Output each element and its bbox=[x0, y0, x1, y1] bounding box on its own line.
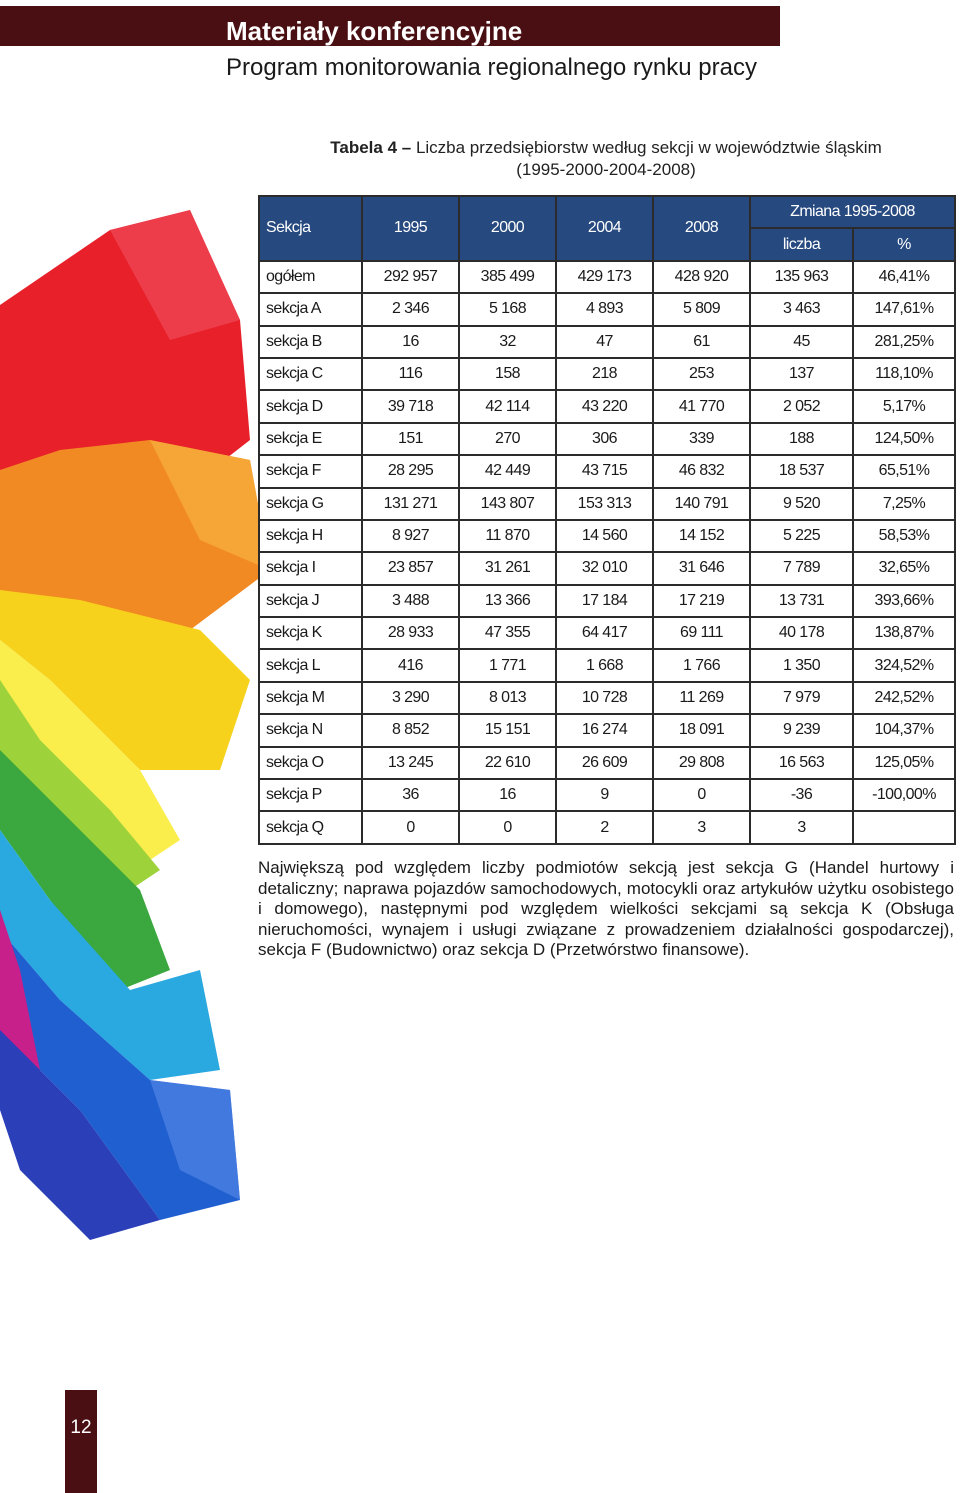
table-cell: 4 893 bbox=[556, 293, 653, 325]
table-cell: 218 bbox=[556, 358, 653, 390]
row-label: sekcja B bbox=[259, 326, 362, 358]
decorative-color-prisms bbox=[0, 210, 270, 1240]
table-row bbox=[259, 779, 955, 811]
table-cell: 28 295 bbox=[362, 455, 459, 487]
header-sekcja: Sekcja bbox=[259, 196, 362, 261]
table-cell: 23 857 bbox=[362, 552, 459, 584]
row-label: sekcja H bbox=[259, 520, 362, 552]
table-cell: 42 114 bbox=[459, 390, 556, 422]
table-cell: 16 563 bbox=[750, 747, 853, 779]
table-cell: 138,87% bbox=[853, 617, 955, 649]
table-cell: 14 152 bbox=[653, 520, 750, 552]
header-liczba: liczba bbox=[750, 228, 853, 260]
table-cell: 10 728 bbox=[556, 682, 653, 714]
table-cell: 151 bbox=[362, 423, 459, 455]
table-cell: 16 bbox=[459, 779, 556, 811]
table-row bbox=[259, 261, 955, 293]
row-label: sekcja C bbox=[259, 358, 362, 390]
table-cell: 147,61% bbox=[853, 293, 955, 325]
table-cell: 153 313 bbox=[556, 488, 653, 520]
table-cell: 140 791 bbox=[653, 488, 750, 520]
table-row bbox=[259, 682, 955, 714]
header-percent: % bbox=[853, 228, 955, 260]
table-cell: 1 766 bbox=[653, 649, 750, 681]
row-label: sekcja D bbox=[259, 390, 362, 422]
body-paragraph: Największą pod względem liczby podmiotów sekcją jest sekcja G (Handel hurtowy i detaliczny; naprawa pojazdów samochodowych, motocykli oraz artykułów użytku osobistego i domowego), następnymi pod względem wielkości sekcjami są sekcja K (Obsługa nieruchomości, wynajem i usługi związane z prowadzeniem działalności gospodarczej), sekcja F (Budownictwo) oraz sekcja D (Przetwórstwo finansowe). bbox=[258, 858, 954, 959]
header-title: Materiały konferencyjne bbox=[226, 16, 523, 46]
table-cell: 7 979 bbox=[750, 682, 853, 714]
table-cell: 61 bbox=[653, 326, 750, 358]
table-cell: 14 560 bbox=[556, 520, 653, 552]
table-cell: 9 520 bbox=[750, 488, 853, 520]
table-row bbox=[259, 293, 955, 325]
header-2008: 2008 bbox=[653, 196, 750, 261]
table-cell: 1 771 bbox=[459, 649, 556, 681]
table-cell: 47 355 bbox=[459, 617, 556, 649]
header-1995: 1995 bbox=[362, 196, 459, 261]
table-cell: 42 449 bbox=[459, 455, 556, 487]
table-cell: 324,52% bbox=[853, 649, 955, 681]
header-bar bbox=[0, 6, 780, 46]
table-cell: -36 bbox=[750, 779, 853, 811]
table-cell: 22 610 bbox=[459, 747, 556, 779]
table-cell: 64 417 bbox=[556, 617, 653, 649]
table-cell: 188 bbox=[750, 423, 853, 455]
table-row bbox=[259, 649, 955, 681]
table-cell: 45 bbox=[750, 326, 853, 358]
table-cell: 16 bbox=[362, 326, 459, 358]
caption-label: Tabela 4 – bbox=[330, 138, 412, 157]
table-cell: 28 933 bbox=[362, 617, 459, 649]
table-cell: 18 091 bbox=[653, 714, 750, 746]
table-cell bbox=[853, 811, 955, 843]
table-cell: 3 463 bbox=[750, 293, 853, 325]
table-cell: 43 715 bbox=[556, 455, 653, 487]
table-caption bbox=[258, 137, 954, 181]
table-row bbox=[259, 747, 955, 779]
table-body bbox=[259, 261, 955, 844]
table-cell: 8 852 bbox=[362, 714, 459, 746]
header-2000: 2000 bbox=[459, 196, 556, 261]
enterprise-table bbox=[258, 195, 956, 845]
table-cell: 15 151 bbox=[459, 714, 556, 746]
row-label: sekcja J bbox=[259, 585, 362, 617]
table-cell: 11 269 bbox=[653, 682, 750, 714]
row-label: sekcja N bbox=[259, 714, 362, 746]
table-cell: 13 731 bbox=[750, 585, 853, 617]
table-cell: 385 499 bbox=[459, 261, 556, 293]
table-cell: 116 bbox=[362, 358, 459, 390]
table-cell: 242,52% bbox=[853, 682, 955, 714]
table-cell: 29 808 bbox=[653, 747, 750, 779]
table-cell: 39 718 bbox=[362, 390, 459, 422]
row-label: sekcja P bbox=[259, 779, 362, 811]
table-cell: 3 290 bbox=[362, 682, 459, 714]
table-row bbox=[259, 423, 955, 455]
table-cell: 281,25% bbox=[853, 326, 955, 358]
table-cell: 41 770 bbox=[653, 390, 750, 422]
row-label: sekcja M bbox=[259, 682, 362, 714]
table-row bbox=[259, 617, 955, 649]
table-row bbox=[259, 811, 955, 843]
table-cell: 26 609 bbox=[556, 747, 653, 779]
table-row bbox=[259, 488, 955, 520]
table-cell: 3 488 bbox=[362, 585, 459, 617]
table-cell: 31 261 bbox=[459, 552, 556, 584]
table-cell: 131 271 bbox=[362, 488, 459, 520]
table-cell: 124,50% bbox=[853, 423, 955, 455]
table-cell: 339 bbox=[653, 423, 750, 455]
page-number: 12 bbox=[70, 1417, 92, 1438]
table-cell: 36 bbox=[362, 779, 459, 811]
table-cell: 17 219 bbox=[653, 585, 750, 617]
table-cell: 118,10% bbox=[853, 358, 955, 390]
table-cell: 47 bbox=[556, 326, 653, 358]
table-cell: 65,51% bbox=[853, 455, 955, 487]
table-cell: 5,17% bbox=[853, 390, 955, 422]
table-cell: 46,41% bbox=[853, 261, 955, 293]
table-cell: 135 963 bbox=[750, 261, 853, 293]
table-cell: 5 225 bbox=[750, 520, 853, 552]
header-zmiana: Zmiana 1995-2008 bbox=[750, 196, 955, 228]
table-cell: 306 bbox=[556, 423, 653, 455]
table-row bbox=[259, 585, 955, 617]
row-label: sekcja L bbox=[259, 649, 362, 681]
table-cell: 13 366 bbox=[459, 585, 556, 617]
table-cell: 32,65% bbox=[853, 552, 955, 584]
table-cell: 253 bbox=[653, 358, 750, 390]
row-label: sekcja G bbox=[259, 488, 362, 520]
table-cell: 31 646 bbox=[653, 552, 750, 584]
table-row bbox=[259, 520, 955, 552]
row-label: sekcja K bbox=[259, 617, 362, 649]
table-cell: 17 184 bbox=[556, 585, 653, 617]
row-label: sekcja A bbox=[259, 293, 362, 325]
table-cell: 7 789 bbox=[750, 552, 853, 584]
table-cell: 393,66% bbox=[853, 585, 955, 617]
table-cell: 143 807 bbox=[459, 488, 556, 520]
row-label: sekcja E bbox=[259, 423, 362, 455]
header-2004: 2004 bbox=[556, 196, 653, 261]
table-cell: 137 bbox=[750, 358, 853, 390]
row-label: sekcja I bbox=[259, 552, 362, 584]
table-cell: 32 010 bbox=[556, 552, 653, 584]
table-cell: 429 173 bbox=[556, 261, 653, 293]
table-cell: 0 bbox=[653, 779, 750, 811]
table-cell: 7,25% bbox=[853, 488, 955, 520]
table-row bbox=[259, 390, 955, 422]
table-cell: 8 013 bbox=[459, 682, 556, 714]
table-row bbox=[259, 326, 955, 358]
table-row bbox=[259, 552, 955, 584]
table-cell: 416 bbox=[362, 649, 459, 681]
table-cell: 125,05% bbox=[853, 747, 955, 779]
table-cell: 2 346 bbox=[362, 293, 459, 325]
table-cell: 13 245 bbox=[362, 747, 459, 779]
row-label: ogółem bbox=[259, 261, 362, 293]
table-cell: 11 870 bbox=[459, 520, 556, 552]
table-cell: 16 274 bbox=[556, 714, 653, 746]
table-cell: 32 bbox=[459, 326, 556, 358]
table-row bbox=[259, 358, 955, 390]
table-cell: 5 168 bbox=[459, 293, 556, 325]
row-label: sekcja F bbox=[259, 455, 362, 487]
table-cell: 270 bbox=[459, 423, 556, 455]
table-cell: 5 809 bbox=[653, 293, 750, 325]
table-cell: 2 bbox=[556, 811, 653, 843]
table-cell: 9 bbox=[556, 779, 653, 811]
table-cell: 292 957 bbox=[362, 261, 459, 293]
table-cell: 0 bbox=[362, 811, 459, 843]
row-label: sekcja O bbox=[259, 747, 362, 779]
caption-years: (1995-2000-2004-2008) bbox=[516, 160, 696, 179]
page-number-box bbox=[65, 1390, 97, 1493]
table-cell: 58,53% bbox=[853, 520, 955, 552]
table-row bbox=[259, 714, 955, 746]
table-row bbox=[259, 455, 955, 487]
table-cell: 18 537 bbox=[750, 455, 853, 487]
caption-text: Liczba przedsiębiorstw według sekcji w województwie śląskim bbox=[411, 138, 882, 157]
row-label: sekcja Q bbox=[259, 811, 362, 843]
table-cell: 69 111 bbox=[653, 617, 750, 649]
table-cell: 46 832 bbox=[653, 455, 750, 487]
table-cell: 428 920 bbox=[653, 261, 750, 293]
table-cell: 1 350 bbox=[750, 649, 853, 681]
table-cell: 43 220 bbox=[556, 390, 653, 422]
header-subtitle: Program monitorowania regionalnego rynku pracy bbox=[226, 54, 757, 81]
table-cell: 3 bbox=[653, 811, 750, 843]
table-cell: 3 bbox=[750, 811, 853, 843]
table-cell: 40 178 bbox=[750, 617, 853, 649]
table-cell: 104,37% bbox=[853, 714, 955, 746]
table-cell: 2 052 bbox=[750, 390, 853, 422]
table-cell: 0 bbox=[459, 811, 556, 843]
table-cell: 9 239 bbox=[750, 714, 853, 746]
table-cell: 158 bbox=[459, 358, 556, 390]
table-cell: -100,00% bbox=[853, 779, 955, 811]
table-cell: 8 927 bbox=[362, 520, 459, 552]
table-cell: 1 668 bbox=[556, 649, 653, 681]
